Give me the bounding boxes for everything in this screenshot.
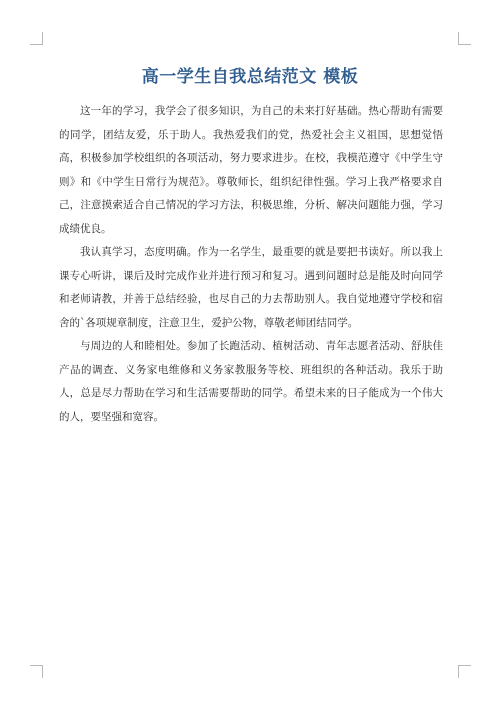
document-body [59, 100, 443, 429]
paragraph: 这一年的学习，我学会了很多知识，为自己的未来打好基础。热心帮助有需要的同学，团结友爱，乐于助人。我热爱我们的党，热爱社会主义祖国，思想觉悟高，积极参加学校组织的各项活动，努力要求进步。在校，我模范遵守《中学生守则》和《中学生日常行为规范》。尊敬师长，组织纪律性强。学习上我严格要求自己，注意摸索适合自己情况的学习方法，积极思维，分析、解决问题能力强，学习成绩优良。 [59, 105, 443, 235]
crop-mark-bottom-left [30, 665, 43, 678]
paragraph: 我认真学习，态度明确。作为一名学生，最重要的就是要把书读好。所以我上课专心听讲，课后及时完成作业并进行预习和复习。遇到问题时总是能及时向同学和老师请教，并善于总结经验，也尽自己的力去帮助别人。我自觉地遵守学校和宿舍的`各项规章制度，注意卫生，爱护公物，尊敬老师团结同学。 [59, 246, 443, 329]
crop-mark-top-right [458, 32, 471, 45]
document-title: 高一学生自我总结范文 模板 [141, 67, 359, 87]
crop-mark-bottom-right [458, 665, 471, 678]
crop-mark-top-left [30, 32, 43, 45]
paragraph: 与周边的人和睦相处。参加了长跑活动、植树活动、青年志愿者活动、舒肤佳产品的调查、义务家电维修和义务家教服务等校、班组织的各种活动。我乐于助人，总是尽力帮助在学习和生活需要帮助的同学。希望未来的日子能成为一个伟大的人，要坚强和宽容。 [59, 340, 443, 423]
